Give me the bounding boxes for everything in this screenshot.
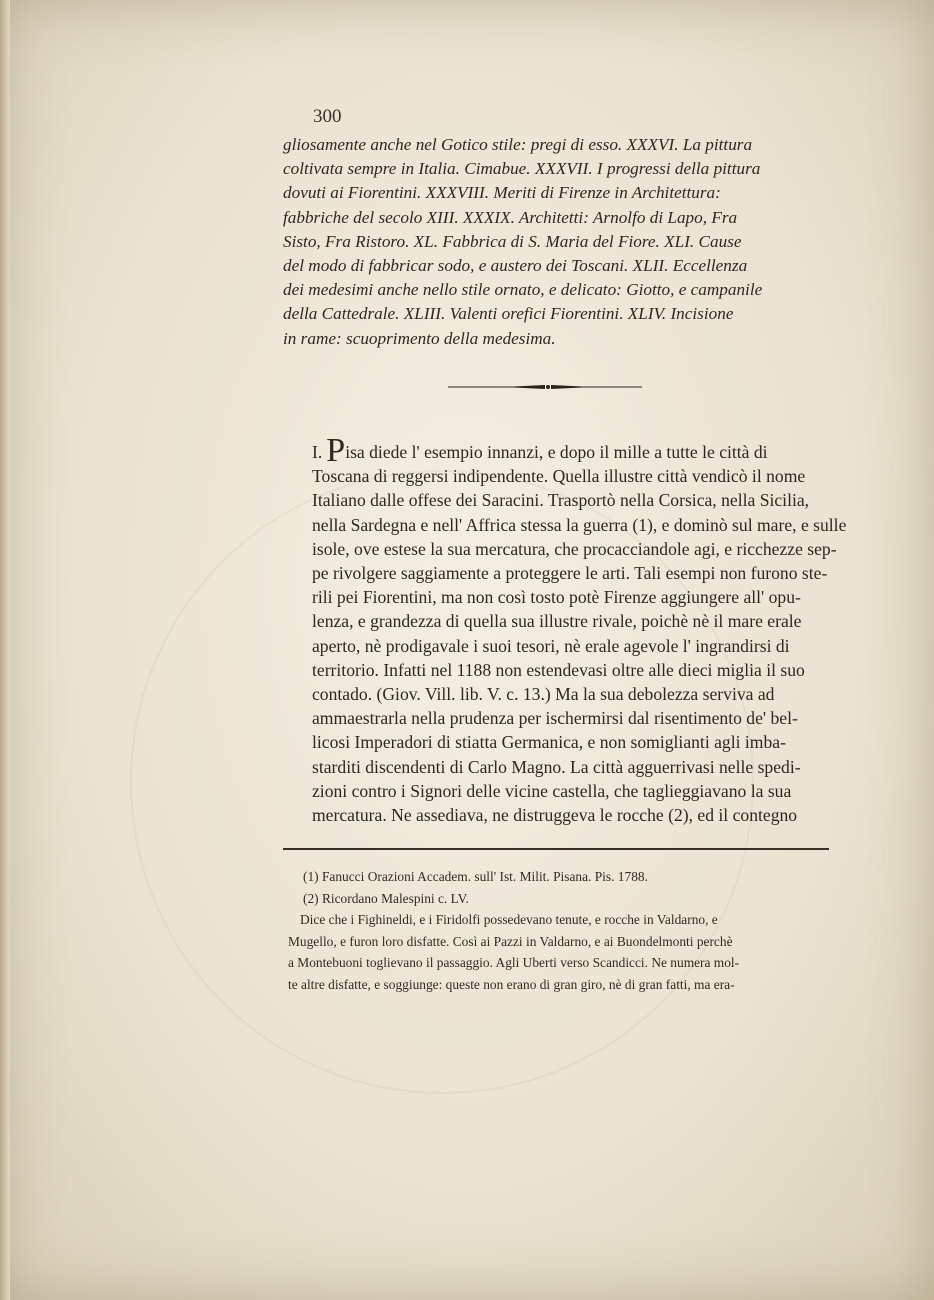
body-line: territorio. Infatti nel 1188 non estendevasi oltre alle dieci miglia il suo (312, 659, 805, 680)
section-number: I. (312, 442, 323, 462)
footnote-2-text: Mugello, e furon loro disfatte. Così ai Pazzi in Valdarno, e ai Buondelmonti perchè (288, 933, 733, 949)
body-line: ammaestrarla nella prudenza per ischermirsi dal risentimento de' bel- (312, 708, 798, 729)
footnote-2-text: a Montebuoni toglievano il passaggio. Agli Uberti verso Scandicci. Ne numera mol- (288, 955, 740, 970)
summary-line: fabbriche del secolo XIII. XXXIX. Architetti: Arnolfo di Lapo, Fra (283, 207, 738, 227)
body-line: aperto, nè prodigavale i suoi tesori, nè erale agevole l' ingrandirsi di (312, 635, 790, 656)
body-line: Italiano dalle offese dei Saracini. Trasportò nella Corsica, nella Sicilia, (312, 490, 810, 511)
summary-line: dei medesimi anche nello stile ornato, e delicato: Giotto, e campanile (283, 280, 763, 300)
body-line: starditi discendenti di Carlo Magno. La città agguerrivasi nelle spedi- (312, 756, 801, 777)
body-line: rili pei Fiorentini, ma non così tosto potè Firenze aggiungere all' opu- (312, 587, 801, 608)
body-line: lenza, e grandezza di quella sua illustre rivale, poichè nè il mare erale (312, 611, 802, 632)
chapter-summary (283, 133, 843, 351)
section-body (312, 432, 847, 827)
summary-line: coltivata sempre in Italia. Cimabue. XXXVII. I progressi della pittura (283, 159, 761, 179)
page-edge (0, 0, 10, 1300)
summary-line: dovuti ai Fiorentini. XXXVIII. Meriti di Firenze in Architettura: (283, 183, 721, 203)
summary-line: gliosamente anche nel Gotico stile: pregi di esso. XXXVI. La pittura (283, 135, 753, 154)
summary-line: della Cattedrale. XLIII. Valenti orefici Fiorentini. XLIV. Incisione (283, 304, 734, 324)
summary-line: in rame: scuoprimento della medesima. (283, 328, 556, 348)
summary-line: Sisto, Fra Ristoro. XL. Fabbrica di S. Maria del Fiore. XLI. Cause (283, 231, 742, 251)
section-first-line (312, 432, 847, 469)
body-line: isa diede l' esempio innanzi, e dopo il mille a tutte le città di (345, 442, 768, 462)
footnote-1: (1) Fanucci Orazioni Accadem. sull' Ist. Milit. Pisana. Pis. 1788. (303, 869, 648, 884)
footnote-2: (2) Ricordano Malespini c. LV. (303, 890, 469, 906)
body-line: licosi Imperadori di stiatta Germanica, e non somiglianti agli imba- (312, 732, 786, 753)
body-line: mercatura. Ne assediava, ne distruggeva le rocche (2), ed il contegno (312, 805, 798, 826)
summary-line: del modo di fabbricar sodo, e austero dei Toscani. XLII. Eccellenza (283, 256, 748, 276)
page-number: 300 (313, 106, 342, 127)
footnote-2-text: te altre disfatte, e soggiunge: queste non erano di gran giro, nè di gran fatti, ma era- (288, 976, 735, 992)
body-line: isole, ove estese la sua mercatura, che procacciandole agi, e ricchezze sep- (312, 538, 837, 559)
footnotes (288, 866, 833, 995)
body-line: Toscana di reggersi indipendente. Quella illustre città vendicò il nome (312, 466, 806, 487)
body-line: nella Sardegna e nell' Affrica stessa la guerra (1), e dominò sul mare, e sulle (312, 514, 847, 535)
section-divider-ornament (448, 381, 642, 393)
body-line: pe rivolgere saggiamente a proteggere le arti. Tali esempi non furono ste- (312, 563, 828, 584)
footnote-rule (283, 848, 829, 850)
body-line: contado. (Giov. Vill. lib. V. c. 13.) Ma la sua debolezza serviva ad (312, 684, 775, 705)
drop-cap: P (326, 432, 346, 469)
footnote-2-text: Dice che i Fighineldi, e i Firidolfi possedevano tenute, e rocche in Valdarno, e (300, 912, 718, 927)
body-line: zioni contro i Signori delle vicine castella, che taglieggiavano la sua (312, 780, 792, 801)
